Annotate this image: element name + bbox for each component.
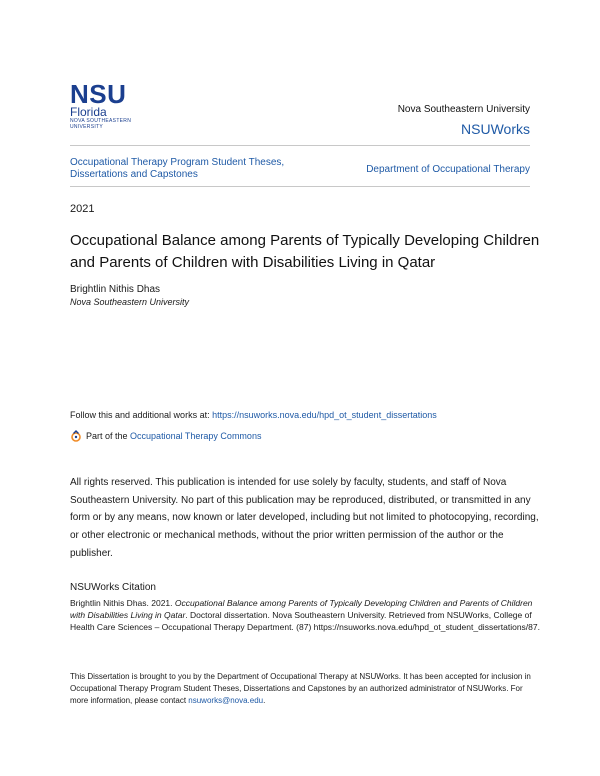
publication-year: 2021 bbox=[70, 203, 95, 215]
follow-line bbox=[70, 410, 437, 420]
follow-url-link[interactable]: https://nsuworks.nova.edu/hpd_ot_student_dissertations bbox=[212, 410, 437, 420]
logo-florida-text: Florida bbox=[70, 105, 107, 119]
logo-sub-text-2: UNIVERSITY bbox=[70, 123, 104, 130]
nsu-florida-logo bbox=[70, 79, 150, 130]
divider-bottom bbox=[70, 186, 530, 187]
logo-nsu-text: NSU bbox=[70, 79, 127, 109]
footer-end: . bbox=[263, 696, 266, 705]
citation-prefix: Brightlin Nithis Dhas. 2021. bbox=[70, 598, 175, 608]
occupational-therapy-commons-link[interactable]: Occupational Therapy Commons bbox=[130, 431, 262, 441]
divider-top bbox=[70, 145, 530, 146]
logo-sub-text-1: NOVA SOUTHEASTERN bbox=[70, 118, 132, 124]
nsuworks-link[interactable]: NSUWorks bbox=[461, 121, 530, 137]
breadcrumb-collection-link[interactable]: Occupational Therapy Program Student Theses, Dissertations and Capstones bbox=[70, 157, 285, 180]
part-of-line bbox=[70, 430, 261, 442]
author-name: Brightlin Nithis Dhas bbox=[70, 284, 161, 295]
author-affiliation: Nova Southeastern University bbox=[70, 297, 190, 307]
citation-heading: NSUWorks Citation bbox=[70, 582, 156, 593]
breadcrumb-department-link[interactable]: Department of Occupational Therapy bbox=[366, 164, 530, 175]
citation-title: Occupational Balance among Parents of Typically Developing Children and Parents of Children with Disabilities Living in Qatar bbox=[70, 598, 533, 621]
part-of-prefix: Part of the bbox=[86, 431, 128, 441]
contact-email-link[interactable]: nsuworks@nova.edu bbox=[188, 696, 264, 705]
page-title: Occupational Balance among Parents of Typically Developing Children and Parents of Children with Disabilities Living in Qatar bbox=[70, 232, 540, 271]
footer-text: This Dissertation is brought to you by the Department of Occupational Therapy at NSUWorks. It has been accepted for inclusion in Occupational Therapy Program Student Theses, Dissertations and Capstones by an authorized administrator of NSUWorks. For more information, please contact bbox=[70, 672, 531, 705]
citation-body bbox=[70, 597, 540, 634]
rights-statement: All rights reserved. This publication is intended for use solely by faculty, students, and staff of Nova Southeastern University. No part of this publication may be reproduced, distributed, or transmitted in any form or by any means, now known or later developed, including but not limited to photocopying, recording, or other electronic or mechanical methods, without the prior written permission of the author or the publisher. bbox=[70, 477, 539, 559]
citation-suffix: . Doctoral dissertation. Nova Southeastern University. Retrieved from NSUWorks, College of Health Care Sciences – Occupational Therapy Department. (87) https://nsuworks.nova.edu/hpd_ot_student_dissertations/87. bbox=[70, 610, 540, 633]
footer-notice bbox=[70, 671, 540, 707]
follow-prefix: Follow this and additional works at: bbox=[70, 410, 213, 420]
university-name: Nova Southeastern University bbox=[397, 104, 530, 115]
open-access-icon bbox=[70, 430, 82, 442]
